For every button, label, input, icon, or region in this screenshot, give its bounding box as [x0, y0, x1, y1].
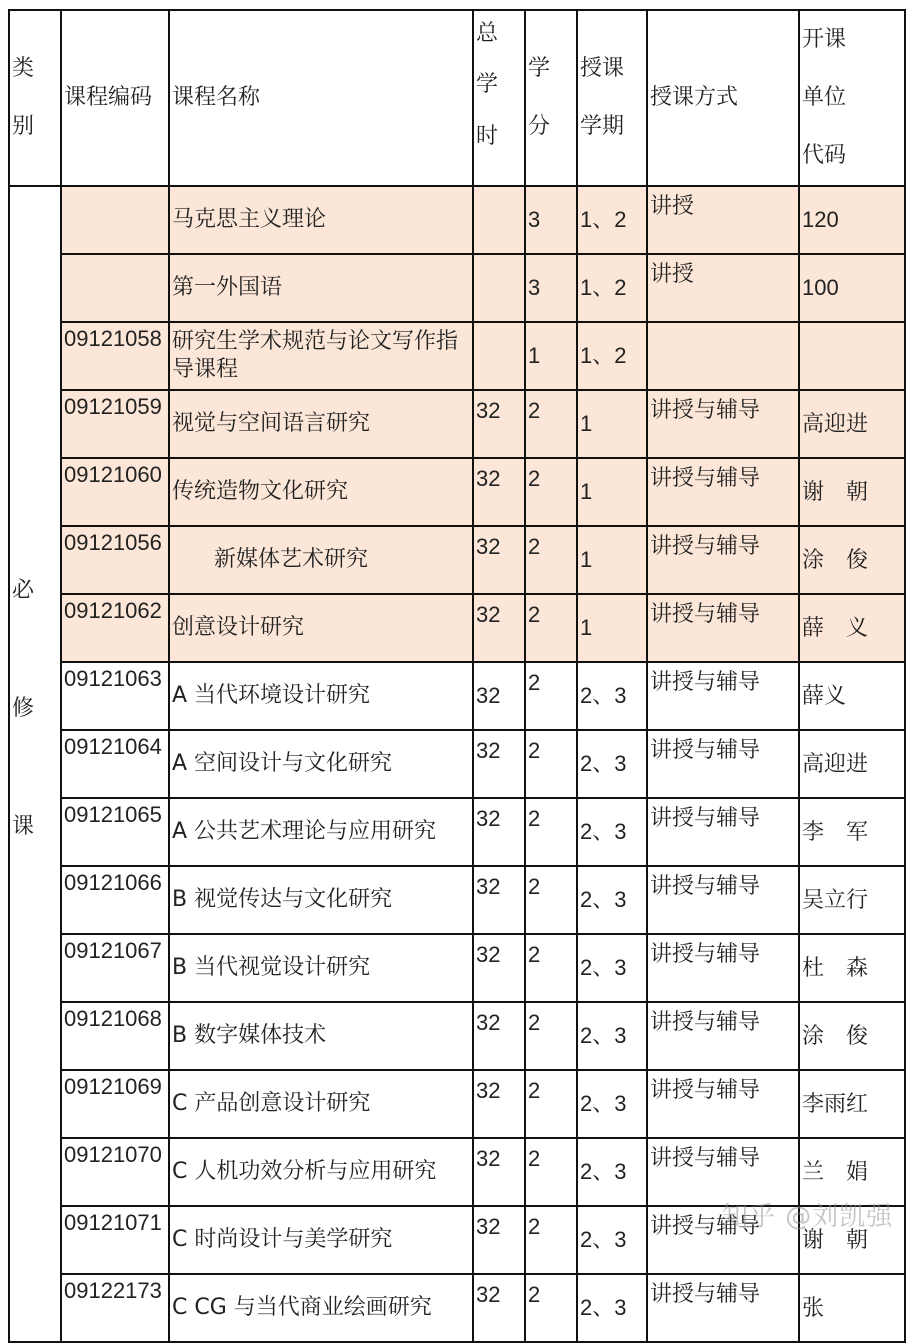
name-cell: B 视觉传达与文化研究: [169, 866, 473, 934]
hours-cell: 32: [473, 594, 525, 662]
name-cell: 视觉与空间语言研究: [169, 390, 473, 458]
code-cell: 09121068: [61, 1002, 169, 1070]
term-cell: 1: [577, 526, 647, 594]
table-row: [9, 1002, 905, 1070]
hours-cell: [473, 322, 525, 390]
term-cell: 2、3: [577, 798, 647, 866]
table-row: [9, 390, 905, 458]
table-row: [9, 866, 905, 934]
header-code: 课程编码: [61, 10, 169, 186]
method-cell: 讲授与辅导: [647, 390, 799, 458]
header-name: 课程名称: [169, 10, 473, 186]
unit-cell: 高迎进: [799, 730, 905, 798]
credits-cell: 2: [525, 866, 577, 934]
term-cell: 1: [577, 458, 647, 526]
table-row: [9, 322, 905, 390]
table-row: [9, 730, 905, 798]
method-cell: 讲授与辅导: [647, 594, 799, 662]
method-cell: 讲授与辅导: [647, 662, 799, 730]
hours-cell: 32: [473, 458, 525, 526]
term-cell: 2、3: [577, 1002, 647, 1070]
term-cell: 2、3: [577, 1138, 647, 1206]
unit-cell: 李 军: [799, 798, 905, 866]
credits-cell: 2: [525, 662, 577, 730]
code-cell: 09121064: [61, 730, 169, 798]
unit-cell: 涂 俊: [799, 1002, 905, 1070]
header-term: 授课 学期: [577, 10, 647, 186]
name-cell: C CG 与当代商业绘画研究: [169, 1274, 473, 1342]
code-cell: 09121060: [61, 458, 169, 526]
name-cell: 传统造物文化研究: [169, 458, 473, 526]
code-cell: 09121063: [61, 662, 169, 730]
name-cell: C 人机功效分析与应用研究: [169, 1138, 473, 1206]
hours-cell: 32: [473, 934, 525, 1002]
code-cell: 09122173: [61, 1274, 169, 1342]
name-cell: A 空间设计与文化研究: [169, 730, 473, 798]
unit-cell: [799, 322, 905, 390]
category-char: 课: [12, 814, 35, 839]
hours-cell: [473, 186, 525, 254]
header-method: 授课方式: [647, 10, 799, 186]
unit-cell: 谢 朝: [799, 1206, 905, 1274]
credits-cell: 2: [525, 798, 577, 866]
unit-cell: 李雨红: [799, 1070, 905, 1138]
method-cell: 讲授: [647, 254, 799, 322]
credits-cell: 2: [525, 458, 577, 526]
table-row: [9, 798, 905, 866]
code-cell: 09121058: [61, 322, 169, 390]
credits-cell: 1: [525, 322, 577, 390]
method-cell: 讲授与辅导: [647, 1070, 799, 1138]
term-cell: 2、3: [577, 730, 647, 798]
name-cell: B 当代视觉设计研究: [169, 934, 473, 1002]
name-cell: 研究生学术规范与论文写作指导课程: [169, 322, 473, 390]
table-row: [9, 662, 905, 730]
name-cell: C 时尚设计与美学研究: [169, 1206, 473, 1274]
hours-cell: 32: [473, 1206, 525, 1274]
method-cell: 讲授与辅导: [647, 866, 799, 934]
unit-cell: 薛义: [799, 662, 905, 730]
method-cell: [647, 322, 799, 390]
name-cell: B 数字媒体技术: [169, 1002, 473, 1070]
code-cell: 09121065: [61, 798, 169, 866]
method-cell: 讲授与辅导: [647, 1206, 799, 1274]
term-cell: 2、3: [577, 934, 647, 1002]
category-char: 修: [12, 696, 35, 721]
method-cell: 讲授与辅导: [647, 798, 799, 866]
credits-cell: 2: [525, 526, 577, 594]
code-cell: 09121071: [61, 1206, 169, 1274]
hours-cell: 32: [473, 730, 525, 798]
credits-cell: 2: [525, 594, 577, 662]
hours-cell: 32: [473, 866, 525, 934]
table-row: [9, 1274, 905, 1342]
name-cell: A 公共艺术理论与应用研究: [169, 798, 473, 866]
name-cell: 马克思主义理论: [169, 186, 473, 254]
table-row: [9, 526, 905, 594]
unit-cell: 杜 森: [799, 934, 905, 1002]
credits-cell: 2: [525, 730, 577, 798]
table-row: [9, 254, 905, 322]
code-cell: [61, 254, 169, 322]
course-table: [8, 9, 906, 1343]
hours-cell: 32: [473, 1138, 525, 1206]
hours-cell: 32: [473, 1002, 525, 1070]
code-cell: 09121070: [61, 1138, 169, 1206]
credits-cell: 2: [525, 1274, 577, 1342]
credits-cell: 3: [525, 254, 577, 322]
unit-cell: 吴立行: [799, 866, 905, 934]
hours-cell: 32: [473, 526, 525, 594]
method-cell: 讲授与辅导: [647, 526, 799, 594]
term-cell: 2、3: [577, 866, 647, 934]
name-cell: 新媒体艺术研究: [169, 526, 473, 594]
method-cell: 讲授: [647, 186, 799, 254]
header-row: [9, 10, 905, 186]
table-row: [9, 1070, 905, 1138]
method-cell: 讲授与辅导: [647, 458, 799, 526]
term-cell: 1: [577, 390, 647, 458]
name-cell: C 产品创意设计研究: [169, 1070, 473, 1138]
method-cell: 讲授与辅导: [647, 934, 799, 1002]
unit-cell: 涂 俊: [799, 526, 905, 594]
term-cell: 2、3: [577, 1070, 647, 1138]
unit-cell: 兰 娟: [799, 1138, 905, 1206]
term-cell: 2、3: [577, 1206, 647, 1274]
code-cell: 09121056: [61, 526, 169, 594]
code-cell: 09121067: [61, 934, 169, 1002]
header-unit: 开课 单位 代码: [799, 10, 905, 186]
name-cell: A 当代环境设计研究: [169, 662, 473, 730]
code-cell: [61, 186, 169, 254]
code-cell: 09121062: [61, 594, 169, 662]
header-hours: 总 学 时: [473, 10, 525, 186]
term-cell: 1、2: [577, 322, 647, 390]
hours-cell: [473, 254, 525, 322]
hours-cell: 32: [473, 662, 525, 730]
unit-cell: 谢 朝: [799, 458, 905, 526]
credits-cell: 2: [525, 1138, 577, 1206]
hours-cell: 32: [473, 798, 525, 866]
unit-cell: 120: [799, 186, 905, 254]
term-cell: 2、3: [577, 1274, 647, 1342]
term-cell: 1: [577, 594, 647, 662]
unit-cell: 100: [799, 254, 905, 322]
term-cell: 2、3: [577, 662, 647, 730]
code-cell: 09121066: [61, 866, 169, 934]
name-cell: 第一外国语: [169, 254, 473, 322]
table-row: [9, 594, 905, 662]
credits-cell: 2: [525, 390, 577, 458]
code-cell: 09121069: [61, 1070, 169, 1138]
method-cell: 讲授与辅导: [647, 1002, 799, 1070]
credits-cell: 3: [525, 186, 577, 254]
table-row: [9, 186, 905, 254]
hours-cell: 32: [473, 390, 525, 458]
credits-cell: 2: [525, 934, 577, 1002]
table-row: [9, 934, 905, 1002]
unit-cell: 张: [799, 1274, 905, 1342]
hours-cell: 32: [473, 1070, 525, 1138]
watermark: 知乎 @刘凯强: [722, 1202, 894, 1232]
credits-cell: 2: [525, 1070, 577, 1138]
hours-cell: 32: [473, 1274, 525, 1342]
method-cell: 讲授与辅导: [647, 1274, 799, 1342]
term-cell: 1、2: [577, 186, 647, 254]
header-category: 类 别: [9, 10, 61, 186]
category-cell: [9, 186, 61, 1342]
table-row: [9, 458, 905, 526]
category-char: 必: [12, 578, 35, 603]
header-credits: 学 分: [525, 10, 577, 186]
name-cell: 创意设计研究: [169, 594, 473, 662]
unit-cell: 高迎进: [799, 390, 905, 458]
method-cell: 讲授与辅导: [647, 730, 799, 798]
unit-cell: 薛 义: [799, 594, 905, 662]
term-cell: 1、2: [577, 254, 647, 322]
credits-cell: 2: [525, 1206, 577, 1274]
credits-cell: 2: [525, 1002, 577, 1070]
method-cell: 讲授与辅导: [647, 1138, 799, 1206]
code-cell: 09121059: [61, 390, 169, 458]
